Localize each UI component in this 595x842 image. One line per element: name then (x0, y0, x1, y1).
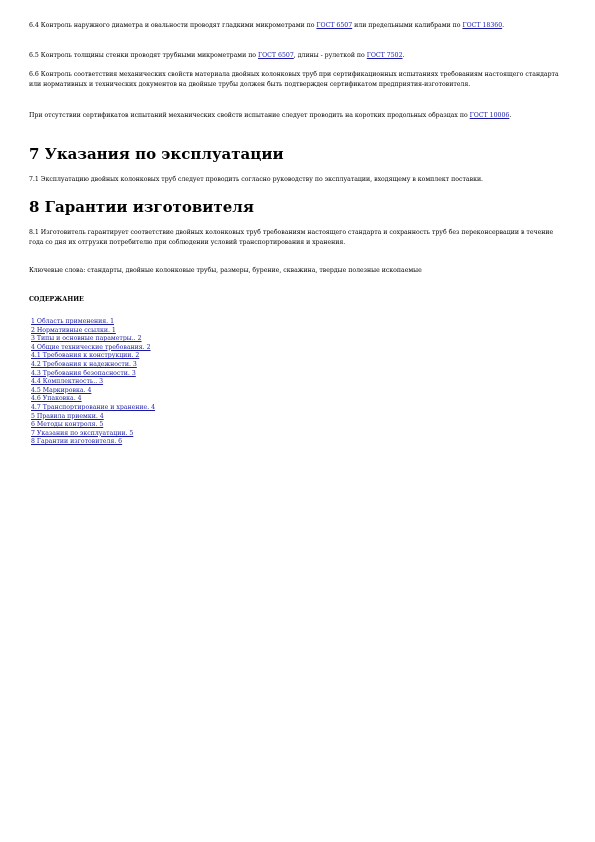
toc-item (31, 413, 331, 422)
toc-item (31, 327, 331, 336)
toc-link[interactable]: 5 Правила приемки. 4 (31, 412, 104, 420)
paragraph-text: При отсутствии сертификатов испытаний механических свойств испытание следует проводить на коротких продольных образцах по (29, 112, 470, 119)
toc-link[interactable]: 4.4 Комплектность.. 3 (31, 378, 104, 386)
paragraph-text: . (509, 112, 512, 119)
toc-item (31, 335, 331, 344)
toc-item (31, 361, 331, 370)
paragraph-text: , длины - рулеткой по (293, 52, 367, 59)
toc-link[interactable]: 4.5 Маркировка. 4 (31, 386, 92, 394)
toc-heading: СОДЕРЖАНИЕ (29, 296, 84, 303)
toc-item (31, 352, 331, 361)
paragraph-8-1 (29, 228, 560, 248)
toc-item (31, 438, 331, 447)
toc-link[interactable]: 4.2 Требования к надежности. 3 (31, 360, 137, 368)
keywords-text: Ключевые слова: стандарты, двойные колонковые трубы, размеры, бурение, скважина, твердые полезные ископаемые (29, 267, 422, 274)
toc-item (31, 430, 331, 439)
paragraph-6-5 (29, 51, 560, 61)
toc-item (31, 387, 331, 396)
paragraph-7-1 (29, 175, 560, 185)
section-heading-7: 7 Указания по эксплуатации (29, 145, 284, 163)
paragraph-text: 8.1 Изготовитель гарантирует соответствие двойных колонковых труб требованиям настоящего стандарта и сохранность труб без переконсервации в течение года со дня их отгрузки потребителю при соблюдении условий транспортирования и хранения. (29, 229, 554, 246)
paragraph-text: 7.1 Эксплуатацию двойных колонковых труб следует проводить согласно руководству по эксплуатации, входящему в комплект поставки. (29, 176, 484, 183)
gost-18360-link[interactable]: ГОСТ 18360 (462, 22, 503, 29)
paragraph-text: 6.4 Контроль наружного диаметра и овальности проводят гладкими микрометрами по (29, 22, 317, 29)
paragraph-text: 6.5 Контроль толщины стенки проводят трубными микрометрами по (29, 52, 259, 59)
keywords-line (29, 266, 560, 276)
paragraph-text: или предельными калибрами по (352, 22, 463, 29)
gost-6507-link[interactable]: ГОСТ 6507 (316, 22, 353, 29)
toc-item (31, 378, 331, 387)
paragraph-text: 6.6 Контроль соответствия механических свойств материала двойных колонковых труб при сертификационных испытаниях требованиям настоящего стандарта или нормативных и технических документов на двойные трубы должен быть подтвержден сертификатом предприятия-изготовителя. (29, 71, 559, 88)
table-of-contents (31, 318, 331, 447)
paragraph-6-4 (29, 21, 560, 31)
toc-link[interactable]: 4.1 Требования к конструкции. 2 (31, 352, 140, 360)
toc-link[interactable]: 4.7 Транспортирование и хранение. 4 (31, 403, 156, 411)
toc-link[interactable]: 4 Общие технические требования. 2 (31, 343, 151, 351)
toc-link[interactable]: 4.6 Упаковка. 4 (31, 395, 82, 403)
gost-10006-link[interactable]: ГОСТ 10006 (469, 112, 510, 119)
toc-link[interactable]: 1 Область применения. 1 (31, 318, 115, 325)
toc-link[interactable]: 2 Нормативные ссылки. 1 (31, 326, 116, 334)
toc-link[interactable]: 3 Типы и основные параметры.. 2 (31, 335, 142, 343)
gost-7502-link[interactable]: ГОСТ 7502 (366, 52, 403, 59)
paragraph-text: . (502, 22, 505, 29)
section-heading-8: 8 Гарантии изготовителя (29, 198, 254, 216)
paragraph-6-6 (29, 70, 560, 90)
toc-link[interactable]: 8 Гарантии изготовителя. 6 (31, 438, 123, 446)
toc-item (31, 395, 331, 404)
paragraph-text: . (402, 52, 405, 59)
toc-item (31, 404, 331, 413)
paragraph-6-7 (29, 111, 560, 121)
gost-6507-link[interactable]: ГОСТ 6507 (258, 52, 294, 59)
toc-item (31, 318, 331, 327)
toc-item (31, 370, 331, 379)
toc-link[interactable]: 4.3 Требования безопасности. 3 (31, 369, 136, 377)
toc-link[interactable]: 6 Методы контроля. 5 (31, 421, 104, 429)
toc-item (31, 421, 331, 430)
toc-item (31, 344, 331, 353)
toc-link[interactable]: 7 Указания по эксплуатации. 5 (31, 429, 134, 437)
